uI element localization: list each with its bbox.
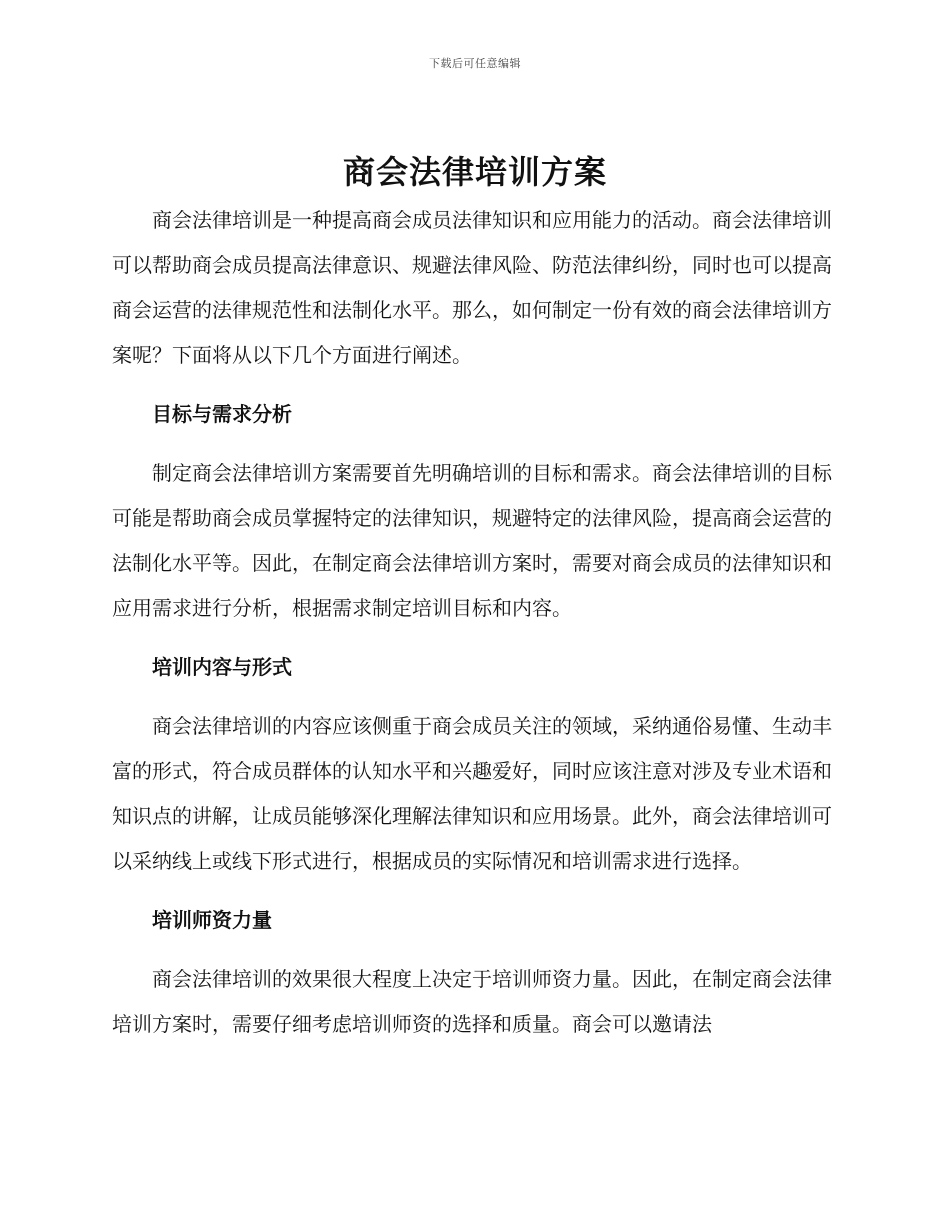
document-body [112, 198, 832, 1047]
section-heading-goals: 目标与需求分析 [152, 402, 292, 426]
page-header-note: 下载后可任意编辑 [429, 57, 521, 70]
section-heading-trainers: 培训师资力量 [152, 908, 272, 932]
section-body-goals: 制定商会法律培训方案需要首先明确培训的目标和需求。商会法律培训的目标可能是帮助商会成员掌握特定的法律知识，规避特定的法律风险，提高商会运营的法制化水平等。因此，在制定商会法律培训方案时，需要对商会成员的法律知识和应用需求进行分析，根据需求制定培训目标和内容。 [112, 461, 832, 620]
intro-paragraph: 商会法律培训是一种提高商会成员法律知识和应用能力的活动。商会法律培训可以帮助商会成员提高法律意识、规避法律风险、防范法律纠纷，同时也可以提高商会运营的法律规范性和法制化水平。那么，如何制定一份有效的商会法律培训方案呢？下面将从以下几个方面进行阐述。 [112, 208, 832, 367]
document-title: 商会法律培训方案 [342, 153, 607, 191]
section-body-trainers: 商会法律培训的效果很大程度上决定于培训师资力量。因此，在制定商会法律培训方案时，需要仔细考虑培训师资的选择和质量。商会可以邀请法 [112, 967, 832, 1036]
section-body-content-format: 商会法律培训的内容应该侧重于商会成员关注的领域，采纳通俗易懂、生动丰富的形式，符合成员群体的认知水平和兴趣爱好，同时应该注意对涉及专业术语和知识点的讲解，让成员能够深化理解法律知识和应用场景。此外，商会法律培训可以采纳线上或线下形式进行，根据成员的实际情况和培训需求进行选择。 [112, 714, 832, 873]
section-heading-content-format: 培训内容与形式 [152, 655, 292, 679]
